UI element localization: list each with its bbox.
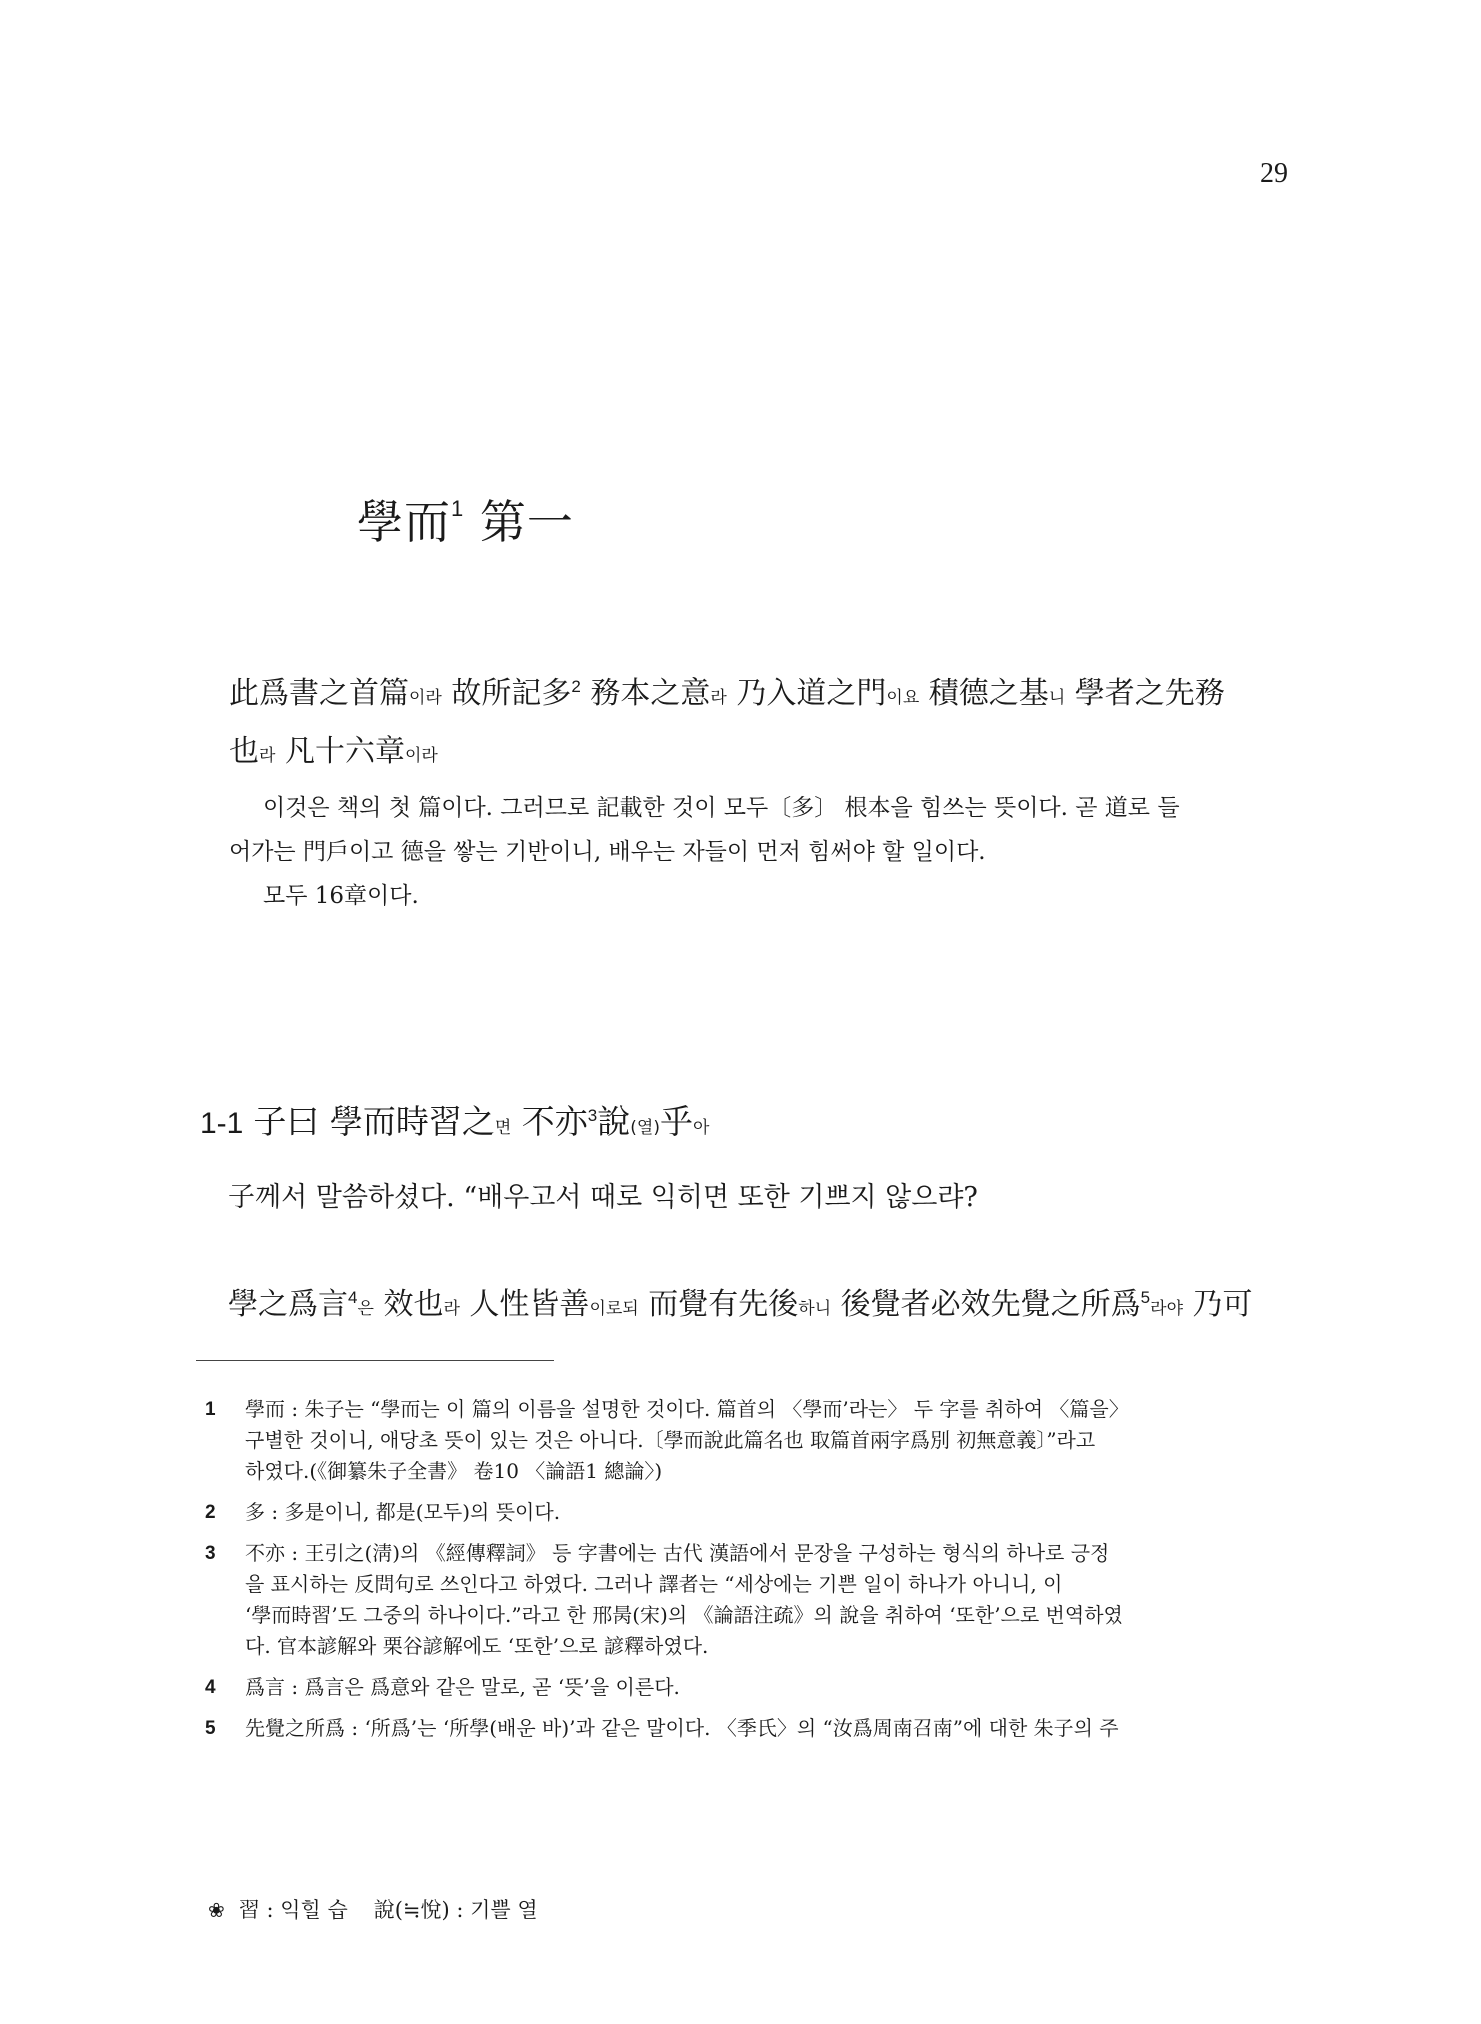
footnote-line: ‘學而時習’도 그중의 하나이다.”라고 한 邢昺(宋)의 《論語注疏》의 說을 취하여 ‘또한’으로 번역하였 <box>245 1603 1123 1627</box>
footnote-number: 2 <box>205 1502 216 1523</box>
footnote-line: 學而 : 朱子는 “學而는 이 篇의 이름을 설명한 것이다. 篇首의 〈學而’라는〉 두 字를 취하여 〈篇을〉 <box>245 1397 1129 1421</box>
gloss-item: 說(≒悅) : 기쁠 열 <box>373 1898 538 1922</box>
footnote-number: 3 <box>205 1543 216 1564</box>
intro-han-line-1: 此爲書之首篇이라 故所記多$^2$ 務本之意라 乃入道之門이요 積德之基니 學者之先務 <box>229 676 1225 711</box>
intro-kr-line-3: 모두 16章이다. <box>263 883 419 909</box>
chapter-subtitle: 第一 <box>479 495 574 549</box>
chapter-title-text: 學而 <box>357 495 451 549</box>
footnote-line: 하였다.(《御纂朱子全書》 卷10 〈論語1 總論〉) <box>245 1459 663 1483</box>
footnote-divider <box>196 1360 554 1361</box>
footnote-ref: 5 <box>1140 1288 1151 1307</box>
footnote-line: 을 표시하는 反問句로 쓰인다고 하였다. 그러나 譯者는 “세상에는 기쁜 일이 하나가 아니니, 이 <box>245 1572 1063 1596</box>
footnote-item <box>205 1538 1310 1662</box>
footnote-line: 다. 官本諺解와 栗谷諺解에도 ‘또한’으로 諺釋하였다. <box>245 1634 709 1658</box>
commentary-line: 學之爲言$^4$은 效也라 人性皆善이로되 而覺有先後하니 後覺者必效先覺之所爲$^5$라야 乃可 <box>228 1287 1253 1322</box>
footnote-item <box>205 1394 1310 1487</box>
footnote-number: 1 <box>205 1399 216 1420</box>
footnote-line: 先覺之所爲 : ‘所爲’는 ‘所學(배운 바)’과 같은 말이다. 〈季氏〉의 “汝爲周南召南”에 대한 朱子의 주 <box>245 1716 1119 1740</box>
footnote-line: 不亦 : 王引之(淸)의 《經傳釋詞》 등 字書에는 古代 漢語에서 문장을 구성하는 형식의 하나로 긍정 <box>245 1541 1110 1565</box>
glossary <box>208 1894 538 1924</box>
page-number: 29 <box>1260 158 1288 189</box>
footnote-list <box>205 1394 1310 1754</box>
footnote-item <box>205 1672 1310 1703</box>
intro-kr-line-2: 어가는 門戶이고 德을 쌓는 기반이니, 배우는 자들이 먼저 힘써야 할 일이다. <box>229 839 986 865</box>
section-number: 1-1 <box>200 1107 244 1140</box>
footnote-line: 多 : 多是이니, 都是(모두)의 뜻이다. <box>245 1500 561 1524</box>
footnote-ref: 1 <box>451 495 465 521</box>
flower-icon: ❀ <box>208 1898 225 1922</box>
footnote-item <box>205 1497 1310 1528</box>
footnote-number: 5 <box>205 1718 216 1739</box>
gloss-item: 習 : 익힐 습 <box>238 1898 348 1922</box>
footnote-number: 4 <box>205 1677 216 1698</box>
section-heading: 1-1 子曰 學而時習之면 不亦$^3$說(열)乎아 <box>200 1102 710 1141</box>
intro-translation <box>229 786 1309 918</box>
intro-kr-line-1: 이것은 책의 첫 篇이다. 그러므로 記載한 것이 모두〔多〕 根本을 힘쓰는 뜻이다. 곧 道로 들 <box>263 795 1180 821</box>
footnote-item <box>205 1713 1310 1744</box>
intro-classical-text <box>229 660 1309 783</box>
footnote-ref: 3 <box>587 1106 598 1125</box>
footnote-line: 爲言 : 爲言은 爲意와 같은 말로, 곧 ‘뜻’을 이른다. <box>245 1675 680 1699</box>
footnote-ref: 4 <box>348 1288 358 1307</box>
footnote-ref: 2 <box>571 677 581 696</box>
footnote-line: 구별한 것이니, 애당초 뜻이 있는 것은 아니다.〔學而說此篇名也 取篇首兩字爲別 初無意義〕”라고 <box>245 1428 1096 1452</box>
chapter-title <box>357 486 574 552</box>
section-translation: 子께서 말씀하셨다. “배우고서 때로 익히면 또한 기쁘지 않으랴? <box>228 1182 978 1213</box>
intro-han-line-2: 也라 凡十六章이라 <box>229 734 438 769</box>
